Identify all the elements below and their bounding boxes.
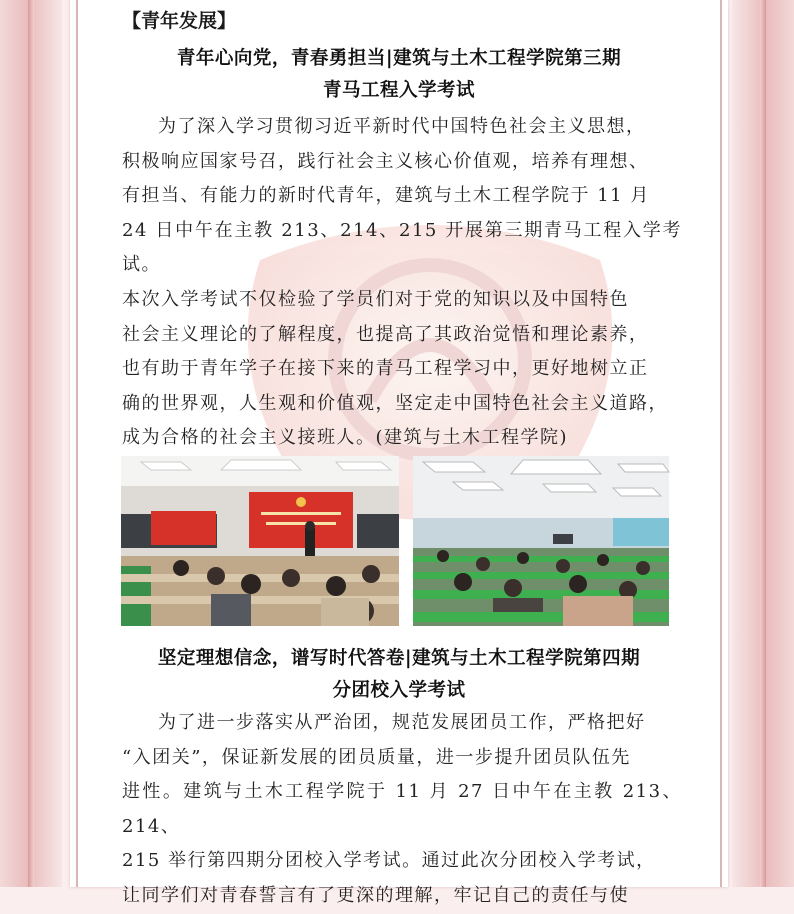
article1-line: 社会主义理论的了解程度，也提高了其政治觉悟和理论素养，	[122, 323, 649, 345]
article1-line: 有担当、有能力的新时代青年，建筑与土木工程学院于 11 月	[122, 185, 650, 207]
right-decorative-border	[732, 0, 794, 887]
article1-line: 确的世界观，人生观和价值观，坚定走中国特色社会主义道路，	[122, 392, 668, 414]
article2-line: 215 举行第四期分团校入学考试。通过此次分团校入学考试，	[122, 850, 656, 872]
exam-photo-1	[121, 456, 399, 626]
article1-line: 24 日中午在主教 213、214、215 开展第三期青马工程入学考试。	[122, 219, 682, 276]
article2-line: 让同学们对青春誓言有了更深的理解，牢记自己的责任与使	[122, 884, 629, 906]
left-decorative-border	[0, 0, 62, 887]
article1-title-line2: 青马工程入学考试	[322, 80, 475, 101]
article1-line: 也有助于青年学子在接下来的青马工程学习中，更好地树立正	[122, 358, 649, 380]
article1-line: 为了深入学习贯彻习近平新时代中国特色社会主义思想，	[158, 116, 646, 137]
article1-line: 本次入学考试不仅检验了学员们对于党的知识以及中国特色	[122, 288, 629, 310]
article1-body	[122, 110, 682, 456]
article1-line: 成为合格的社会主义接班人。(建筑与土木工程学院)	[122, 427, 569, 449]
article2-title-line2: 分团校入学考试	[332, 680, 466, 701]
section-tag: 【青年发展】	[122, 10, 237, 32]
article2-line: 进性。建筑与土木工程学院于 11 月 27 日中午在主教 213、214、	[122, 781, 682, 837]
article2-body	[122, 706, 682, 914]
document-page	[70, 0, 728, 906]
article2-title-line1: 坚定理想信念，谱写时代答卷|建筑与土木工程学院第四期	[157, 648, 641, 669]
article2-line: 为了进一步落实从严治团，规范发展团员工作，严格把好	[158, 712, 646, 733]
article1-line: 积极响应国家号召，践行社会主义核心价值观，培养有理想、	[122, 150, 649, 172]
exam-photo-2	[413, 456, 669, 626]
article1-title-line1: 青年心向党，青春勇担当|建筑与土木工程学院第三期	[176, 48, 622, 69]
article2-line: “入团关”，保证新发展的团员质量，进一步提升团员队伍先	[122, 746, 631, 768]
